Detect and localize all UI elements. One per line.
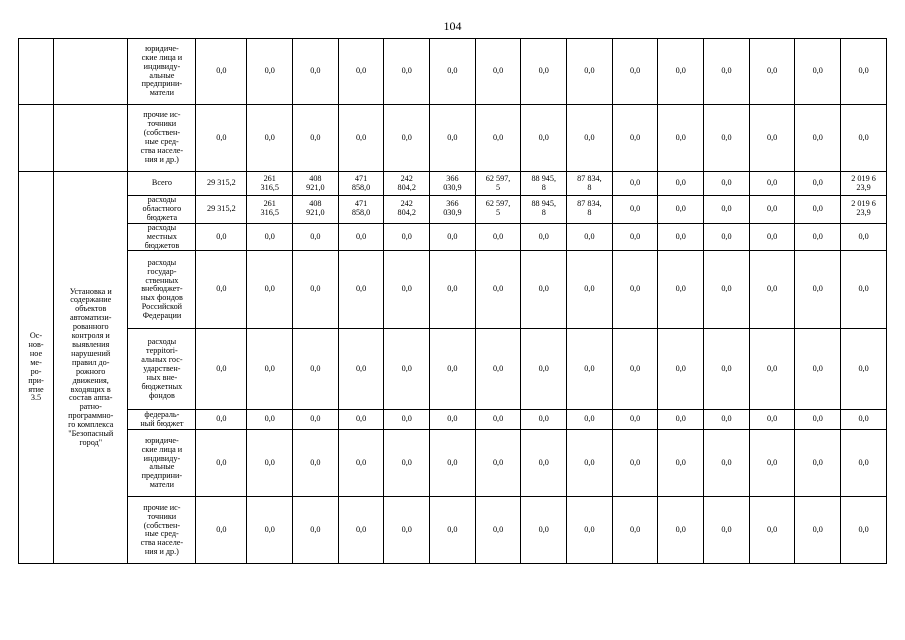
financing-table	[18, 38, 887, 564]
value-cell: 0,0	[749, 430, 795, 497]
value-cell: 0,0	[293, 251, 339, 329]
value-cell: 0,0	[749, 329, 795, 410]
value-cell: 0,0	[247, 329, 293, 410]
value-cell: 0,0	[612, 497, 658, 564]
value-cell: 0,0	[338, 105, 384, 172]
value-cell: 366 030,9	[430, 196, 476, 224]
value-cell: 0,0	[704, 196, 750, 224]
funding-source-cell: расходы террitori- альных гос- ударствен- ных вне- бюджетных фондов	[128, 329, 196, 410]
value-cell: 0,0	[567, 329, 613, 410]
value-cell: 0,0	[521, 251, 567, 329]
value-cell: 0,0	[338, 251, 384, 329]
value-cell: 0,0	[384, 251, 430, 329]
funding-source-cell: юридиче- ские лица и индивиду- альные предприни- матели	[128, 39, 196, 105]
value-cell: 261 316,5	[247, 172, 293, 196]
value-cell: 0,0	[475, 39, 521, 105]
funding-source-cell: Всего	[128, 172, 196, 196]
value-cell: 0,0	[247, 105, 293, 172]
value-cell: 0,0	[430, 430, 476, 497]
value-cell: 242 804,2	[384, 196, 430, 224]
funding-source-cell: федераль- ный бюджет	[128, 410, 196, 430]
table-row	[19, 223, 887, 251]
value-cell: 0,0	[384, 430, 430, 497]
value-cell: 0,0	[841, 223, 887, 251]
value-cell: 0,0	[430, 410, 476, 430]
value-cell: 0,0	[475, 329, 521, 410]
value-cell: 0,0	[196, 223, 247, 251]
value-cell: 0,0	[612, 251, 658, 329]
value-cell: 87 834, 8	[567, 172, 613, 196]
value-cell: 0,0	[196, 251, 247, 329]
value-cell: 0,0	[338, 329, 384, 410]
table-row	[19, 196, 887, 224]
value-cell: 0,0	[247, 251, 293, 329]
value-cell: 0,0	[196, 39, 247, 105]
value-cell: 0,0	[704, 105, 750, 172]
value-cell: 0,0	[612, 105, 658, 172]
value-cell: 0,0	[658, 329, 704, 410]
value-cell: 0,0	[247, 410, 293, 430]
funding-source-cell: юридиче- ские лица и индивиду- альные предприни- матели	[128, 430, 196, 497]
value-cell: 242 804,2	[384, 172, 430, 196]
value-cell: 87 834, 8	[567, 196, 613, 224]
value-cell: 0,0	[612, 329, 658, 410]
value-cell: 0,0	[247, 430, 293, 497]
value-cell: 62 597, 5	[475, 196, 521, 224]
empty-cell	[19, 39, 54, 105]
value-cell: 0,0	[795, 39, 841, 105]
value-cell: 0,0	[521, 329, 567, 410]
value-cell: 29 315,2	[196, 196, 247, 224]
value-cell: 0,0	[338, 497, 384, 564]
value-cell: 0,0	[338, 430, 384, 497]
value-cell: 2 019 6 23,9	[841, 172, 887, 196]
value-cell: 0,0	[384, 329, 430, 410]
value-cell: 0,0	[795, 430, 841, 497]
value-cell: 0,0	[247, 497, 293, 564]
value-cell: 0,0	[430, 497, 476, 564]
value-cell: 471 858,0	[338, 196, 384, 224]
value-cell: 0,0	[841, 39, 887, 105]
value-cell: 471 858,0	[338, 172, 384, 196]
value-cell: 0,0	[704, 39, 750, 105]
value-cell: 0,0	[841, 105, 887, 172]
value-cell: 0,0	[293, 410, 339, 430]
measure-name-cell: Установка и содержание объектов автоматизи- рованного контроля и выявления нарушений правил до- рожного движения, входящих в состав аппа- ратно- программно- го комплекса "Безопасный город"	[54, 172, 128, 564]
value-cell: 0,0	[658, 39, 704, 105]
value-cell: 408 921,0	[293, 196, 339, 224]
value-cell: 0,0	[749, 497, 795, 564]
funding-source-cell: прочие ис- точники (собствен- ные сред- ства населе- ния и др.)	[128, 105, 196, 172]
value-cell: 0,0	[612, 410, 658, 430]
value-cell: 0,0	[521, 497, 567, 564]
empty-cell	[19, 105, 54, 172]
value-cell: 0,0	[475, 251, 521, 329]
value-cell: 0,0	[567, 430, 613, 497]
measure-type-cell: Ос- нов- ное ме- ро- при- ятие 3.5	[19, 172, 54, 564]
value-cell: 366 030,9	[430, 172, 476, 196]
value-cell: 0,0	[841, 251, 887, 329]
value-cell: 0,0	[612, 39, 658, 105]
table-row	[19, 430, 887, 497]
funding-source-cell: расходы областного бюджета	[128, 196, 196, 224]
table-row	[19, 251, 887, 329]
value-cell: 88 945, 8	[521, 172, 567, 196]
value-cell: 0,0	[293, 497, 339, 564]
value-cell: 0,0	[612, 430, 658, 497]
empty-cell	[54, 105, 128, 172]
value-cell: 0,0	[704, 329, 750, 410]
value-cell: 0,0	[658, 105, 704, 172]
value-cell: 0,0	[658, 497, 704, 564]
value-cell: 0,0	[196, 430, 247, 497]
value-cell: 2 019 6 23,9	[841, 196, 887, 224]
value-cell: 0,0	[704, 223, 750, 251]
value-cell: 29 315,2	[196, 172, 247, 196]
value-cell: 0,0	[338, 410, 384, 430]
table-row	[19, 105, 887, 172]
value-cell: 0,0	[384, 223, 430, 251]
value-cell: 0,0	[196, 410, 247, 430]
value-cell: 0,0	[795, 196, 841, 224]
value-cell: 0,0	[475, 223, 521, 251]
value-cell: 0,0	[658, 172, 704, 196]
value-cell: 0,0	[430, 251, 476, 329]
value-cell: 0,0	[293, 223, 339, 251]
value-cell: 0,0	[658, 223, 704, 251]
value-cell: 0,0	[749, 251, 795, 329]
value-cell: 0,0	[475, 430, 521, 497]
value-cell: 0,0	[795, 105, 841, 172]
value-cell: 0,0	[293, 105, 339, 172]
value-cell: 0,0	[475, 497, 521, 564]
value-cell: 0,0	[749, 39, 795, 105]
table-row	[19, 172, 887, 196]
value-cell: 0,0	[841, 497, 887, 564]
value-cell: 0,0	[196, 497, 247, 564]
value-cell: 0,0	[567, 497, 613, 564]
value-cell: 0,0	[567, 105, 613, 172]
value-cell: 0,0	[521, 430, 567, 497]
value-cell: 0,0	[749, 172, 795, 196]
value-cell: 0,0	[704, 251, 750, 329]
value-cell: 0,0	[430, 105, 476, 172]
value-cell: 0,0	[612, 172, 658, 196]
value-cell: 0,0	[795, 223, 841, 251]
value-cell: 261 316,5	[247, 196, 293, 224]
value-cell: 0,0	[196, 105, 247, 172]
value-cell: 0,0	[247, 39, 293, 105]
value-cell: 0,0	[247, 223, 293, 251]
table-row	[19, 39, 887, 105]
value-cell: 0,0	[567, 410, 613, 430]
value-cell: 0,0	[749, 105, 795, 172]
empty-cell	[54, 39, 128, 105]
value-cell: 0,0	[841, 329, 887, 410]
value-cell: 0,0	[704, 172, 750, 196]
value-cell: 0,0	[521, 39, 567, 105]
table-row	[19, 329, 887, 410]
value-cell: 0,0	[749, 410, 795, 430]
value-cell: 0,0	[293, 430, 339, 497]
value-cell: 0,0	[521, 410, 567, 430]
value-cell: 0,0	[521, 223, 567, 251]
value-cell: 0,0	[795, 497, 841, 564]
value-cell: 0,0	[612, 196, 658, 224]
value-cell: 0,0	[658, 430, 704, 497]
table-row	[19, 410, 887, 430]
value-cell: 0,0	[384, 410, 430, 430]
value-cell: 0,0	[704, 497, 750, 564]
value-cell: 0,0	[658, 251, 704, 329]
table-row	[19, 497, 887, 564]
value-cell: 0,0	[384, 497, 430, 564]
value-cell: 0,0	[567, 251, 613, 329]
value-cell: 0,0	[658, 196, 704, 224]
funding-source-cell: расходы местных бюджетов	[128, 223, 196, 251]
value-cell: 62 597, 5	[475, 172, 521, 196]
value-cell: 0,0	[338, 39, 384, 105]
value-cell: 0,0	[841, 430, 887, 497]
value-cell: 0,0	[475, 105, 521, 172]
value-cell: 0,0	[521, 105, 567, 172]
funding-source-cell: прочие ис- точники (собствен- ные сред- ства населе- ния и др.)	[128, 497, 196, 564]
value-cell: 0,0	[658, 410, 704, 430]
value-cell: 88 945, 8	[521, 196, 567, 224]
value-cell: 0,0	[704, 430, 750, 497]
value-cell: 0,0	[430, 39, 476, 105]
value-cell: 0,0	[795, 172, 841, 196]
value-cell: 0,0	[749, 223, 795, 251]
value-cell: 0,0	[293, 39, 339, 105]
value-cell: 0,0	[795, 329, 841, 410]
value-cell: 0,0	[841, 410, 887, 430]
value-cell: 0,0	[475, 410, 521, 430]
value-cell: 0,0	[430, 223, 476, 251]
value-cell: 0,0	[293, 329, 339, 410]
funding-source-cell: расходы государ- ственных внебюджет- ных фондов Российской Федерации	[128, 251, 196, 329]
value-cell: 0,0	[612, 223, 658, 251]
value-cell: 0,0	[795, 251, 841, 329]
value-cell: 0,0	[749, 196, 795, 224]
value-cell: 0,0	[384, 105, 430, 172]
value-cell: 0,0	[704, 410, 750, 430]
value-cell: 0,0	[196, 329, 247, 410]
value-cell: 0,0	[567, 223, 613, 251]
page-number: 104	[443, 19, 462, 33]
value-cell: 0,0	[384, 39, 430, 105]
value-cell: 0,0	[567, 39, 613, 105]
value-cell: 0,0	[430, 329, 476, 410]
value-cell: 408 921,0	[293, 172, 339, 196]
value-cell: 0,0	[338, 223, 384, 251]
value-cell: 0,0	[795, 410, 841, 430]
